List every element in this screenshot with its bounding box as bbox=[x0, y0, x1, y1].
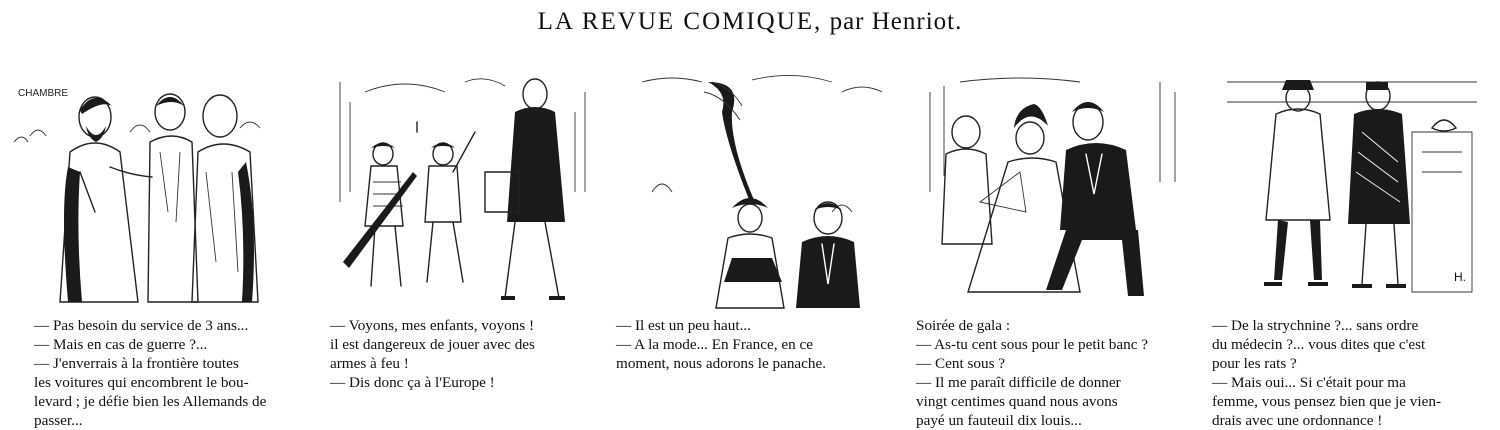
caption-line: — Voyons, mes enfants, voyons ! bbox=[330, 317, 535, 334]
panel-3-caption bbox=[616, 316, 826, 373]
caption-line: femme, vous pensez bien que je vien- bbox=[1212, 393, 1441, 410]
caption-line: — Mais oui... Si c'était pour ma bbox=[1212, 374, 1406, 391]
panel-1-illustration bbox=[10, 72, 272, 312]
caption-line: — Il est un peu haut... bbox=[616, 317, 751, 334]
caption-line: — Il me paraît difficile de donner bbox=[916, 374, 1121, 391]
panel-4-caption bbox=[916, 316, 1148, 430]
panel-5-signature: H. bbox=[1454, 270, 1466, 284]
caption-line: — Mais en cas de guerre ?... bbox=[34, 336, 208, 353]
title-main: LA REVUE COMIQUE, bbox=[537, 8, 823, 35]
caption-line: — Dis donc ça à l'Europe ! bbox=[330, 374, 495, 391]
caption-line: — De la strychnine ?... sans ordre bbox=[1212, 317, 1419, 334]
panel-4-illustration bbox=[920, 72, 1188, 312]
panel-5-caption bbox=[1212, 316, 1441, 430]
page-title bbox=[0, 8, 1500, 36]
caption-line: — Cent sous ? bbox=[916, 355, 1006, 372]
caption-line: — J'enverrais à la frontière toutes bbox=[34, 355, 239, 372]
panel-1-inscription: CHAMBRE bbox=[18, 88, 69, 99]
caption-line: payé un fauteuil dix louis... bbox=[916, 412, 1082, 429]
title-byline: par Henriot. bbox=[829, 8, 963, 35]
caption-line: pour les rats ? bbox=[1212, 355, 1297, 372]
panel-2-illustration bbox=[335, 72, 600, 312]
caption-line: drais avec une ordonnance ! bbox=[1212, 412, 1383, 429]
panel-1-caption bbox=[34, 316, 266, 430]
caption-line: — Pas besoin du service de 3 ans... bbox=[34, 317, 249, 334]
caption-line: levard ; je défie bien les Allemands de bbox=[34, 393, 267, 410]
caption-line: armes à feu ! bbox=[330, 355, 409, 372]
caption-line: il est dangereux de jouer avec des bbox=[330, 336, 535, 353]
caption-line: moment, nous adorons le panache. bbox=[616, 355, 827, 372]
caption-line: — A la mode... En France, en ce bbox=[616, 336, 813, 353]
panel-2-caption bbox=[330, 316, 535, 392]
panel-3-illustration bbox=[632, 72, 887, 312]
caption-line: du médecin ?... vous dites que c'est bbox=[1212, 336, 1426, 353]
caption-line: les voitures qui encombrent le bou- bbox=[34, 374, 249, 391]
caption-line: passer... bbox=[34, 412, 83, 429]
caption-line: Soirée de gala : bbox=[916, 317, 1011, 334]
caption-line: — As-tu cent sous pour le petit banc ? bbox=[916, 336, 1148, 353]
panel-5-illustration bbox=[1222, 72, 1484, 312]
caption-line: vingt centimes quand nous avons bbox=[916, 393, 1118, 410]
